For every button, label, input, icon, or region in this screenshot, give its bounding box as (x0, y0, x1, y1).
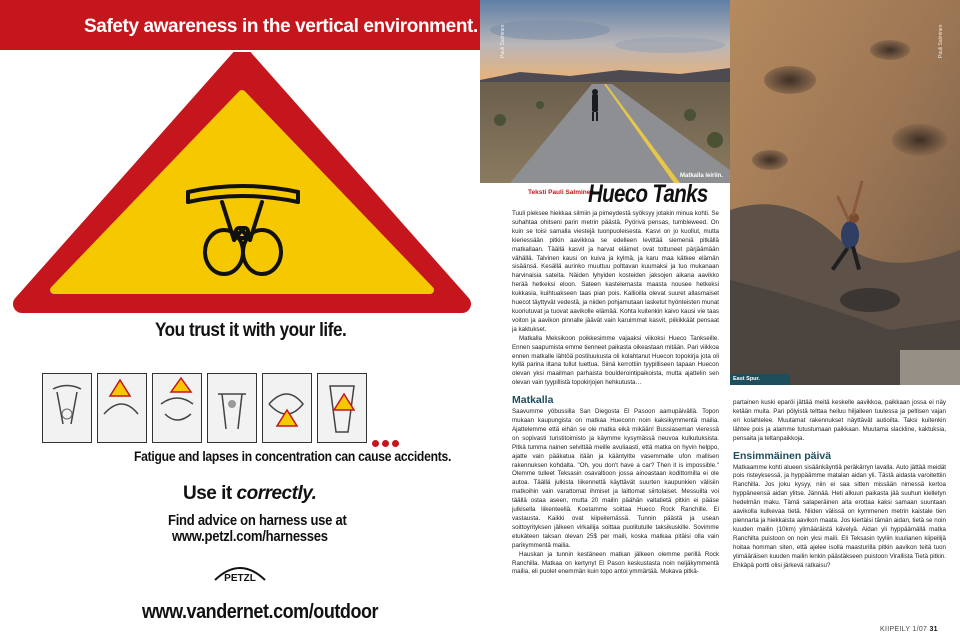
article-paragraph: Matkaamme kohti alueen sisäänkäyntiä peräkärryn lavalla. Auto jättää meidät pois risteyksessä, ja hyppäämme matalan aidan yli. Tästä aidasta varoitettiin Ranchilla. Jos joku kysyy, niin ei saa sitten missään nimessä kertoa hyppäneensä aidan ylitse. Jännää. Heti alkuun paikasta jää suuhun kielletyn hedelmän maku. Tämä salaperäinen aita erottaa kaksi samaan suuntaan aavikolla kulkevaa tietä. Niiden välissä on kymmenen metrin kaistale tien piennarta ja hiekkaista aavikon maata. Jos kiertäisi tämän aidan, tietä se noin kuuden mailin (10km) ylimääräistä kävelyä. Aidan yli hyppäämällä matka Ranchilta puistoon on noin yksi maili. Eli Teksasin tyyliin kuulianen kiipeilijä hoitaa homman siten, että ajelee isolla maasturilla pitkin aavikon teitä tuon ylimääräisen kuuden mailin lenkin päästäkseen puistoon Virallista Tietä pitkin. Ehkäpä portti olisi järkevä ratkaisu? (733, 463, 946, 569)
bouldering-photo (730, 0, 960, 385)
road-photo (480, 0, 730, 183)
article-paragraph: Hauskan ja tunnin kestäneen matkan jälkeen olemme perillä Rock Ranchilla. Matkaa on kertynyt El Pason keskustasta noin neljäkymmentä mailia, eli puolet enemmän kuin topo antoi ymmärtää. Mukava pitkä- (512, 550, 719, 576)
article-paragraph: partainen kuski eparöi jättää meitä keskelle aavikkoa, paikkaan jossa ei näy ketään muita. Pari pölyistä telttaa heiluu hiljalleen tuulessa ja peltisen vajan eri kolahtelee. Muutamat rakennukset näyttävät autioilta. Taksi kuitenkin lähtee pois ja alamme tutustumaan paikkaan. Muutama slackline, kaktuksia, pensaita ja teltanpaikkoja. (733, 399, 946, 442)
harness-diagram-3 (152, 373, 202, 443)
petzl-harness-url[interactable]: www.petzl.com/harnesses (172, 529, 328, 545)
harness-warning-sign-icon (0, 52, 480, 322)
article-intro: Tuuli pieksee hiekkaa silmiin ja pimeydestä syöksyy jotakin minua kohti. Se suhahtaa ohitseni parin metrin päästä. Pyörivä pensas, tumbleweed. On kuin se toisi samalla viestejä tuonpuoleisesta. Kasvi on jo kuollut, mutta kieriessään pitkin aavikkoa se edelleen levittää siemeniä pitkällä matkallaan. Täällä kasvit ja harvat eläimet ovat tottuneet pärjäämään vähällä. Talvinen kausi on kuiva ja kylmä, ja karu maa kätkee elämän sisäänsä. Kesällä aurinko muuttuu polttavan kuumaksi ja tuo mukanaan harvinaisia sateita. Näiden lyhyiden kosteiden jaksojen aikana aavikko herää hetkeksi eloon. Sateen kastelemasta maasta nousee hetkeksi kukkasia, kuihtuakseen taas pian pois. Kallioilla olevat suuret allasmaiset huecot täyttyvät vedestä, ja niiden pohjamutaan lasketut hyönteisten munat kuoriutuvat ja tuovat aavikolle elämää. Kohta kuitenkin kaivo kausi vie taas voiton ja aavikon pinnalle jäävät vain karuimmat kasvit, piikikkäät pensaat ja kaktukset. (512, 210, 719, 333)
rock-photo-caption: East Spur. (730, 374, 790, 385)
harness-diagram-2 (97, 373, 147, 443)
ad-trust-line: You trust it with your life. (155, 320, 347, 341)
article-paragraph: Matkalla Meksikoon poikkesimme vajaaksi viikoksi Hueco Tankseille. Ennen saapumista emme tienneet paikasta oikeastaan mitään. Pari viikkoa ennen matkalle lähtöä postiluukusta oli kolahtanut Huecon topokirja jota oli kyllä parina iltana tullut luettua. Siinä kerrottiin tyypilliseen tapaan Huecon olevan yksi maailman parhaista boulderointipaikoista, mutta ajattelin sen olevan vain tyypillistä topokirjojen hehkutusta… (512, 334, 719, 387)
ad-banner (0, 0, 480, 50)
article-column-1 (512, 210, 719, 610)
page-folio (880, 626, 938, 633)
page-number: 31 (929, 626, 938, 633)
harness-diagram-1 (42, 373, 92, 443)
ad-use-prefix: Use it (183, 483, 237, 504)
rock-photo-credit: Pauli Salminen (938, 24, 944, 58)
article-column-2 (733, 399, 946, 589)
ad-use-correctly (183, 483, 316, 505)
section-heading: Matkalla (512, 394, 554, 407)
road-photo-caption: Matkalla leiriin. (680, 173, 724, 179)
ad-fatigue-line: Fatigue and lapses in concentration can cause accidents. (134, 449, 452, 464)
article-author: Teksti Pauli Salminen (528, 189, 595, 196)
harness-diagram-6 (317, 373, 367, 443)
ad-use-emphasis: correctly. (236, 483, 317, 504)
section-heading: Ensimmäinen päivä (733, 449, 832, 462)
vandernet-url[interactable]: www.vandernet.com/outdoor (142, 601, 379, 623)
magazine-issue: KIIPEILY 1/07 (880, 626, 928, 633)
road-photo-credit: Pauli Salminen (500, 24, 506, 58)
article-paragraph: Saavumme yöbussilla San Diegosta El Pasoon aamupäivällä. Topon mukaan kaupungista on matkaa Hueconn noin kaksikymmentä mailia. Ajattelemme että eihän se ole matka eikä mikään! Bussiaseman vieressä on sopivasti turistitoimisto ja käymme kysymässä neuvoa kulkutuksista. Pitkä tumma nainen selvittää meille avuliaasti, että matka on hyvin helppo, ajatte vain pääkatua itään ja kääntyitte vasemmalle ufon mallisen rakennuksen kohdalta. "Oh, you don't have a car? Then it is impossible." Olemme tulleet Teksasin osavaltioon jossa ainoastaan kodittomilla ei ole autoa. Täällä julkista liikennettä käyttävät suurten kaupunkien välisiin matkoihin vain varattomat ihmiset ja laittomat siirtolaiset. Messuilta voi täällä ostaa aseen, mutta 20 mailin päähän valtatietä pitkin ei pääse julkisella liikenteellä. Koetamme soittaa Hueco Rock Ranchille. Ei vastausta. Kaikki ovat kiipeilemässä. Tunnin päästä ja usean soittoyrityksen jälkeen virkailija soittaa puolitutulle taksikuskille. Sovimme etukäteen taksan olevan 25$ per maili, koska matkaa pitäisi olla vain parikymmentä mailia. (512, 408, 719, 549)
article-title: Hueco Tanks (588, 180, 708, 208)
ad-headline: Safety awareness in the vertical environment. (84, 16, 478, 37)
ad-advice-line: Find advice on harness use at (168, 513, 347, 529)
harness-diagram-4 (207, 373, 257, 443)
petzl-brand-text: PETZL (224, 573, 256, 584)
harness-diagram-5 (262, 373, 312, 443)
petzl-logo-icon (213, 562, 267, 584)
